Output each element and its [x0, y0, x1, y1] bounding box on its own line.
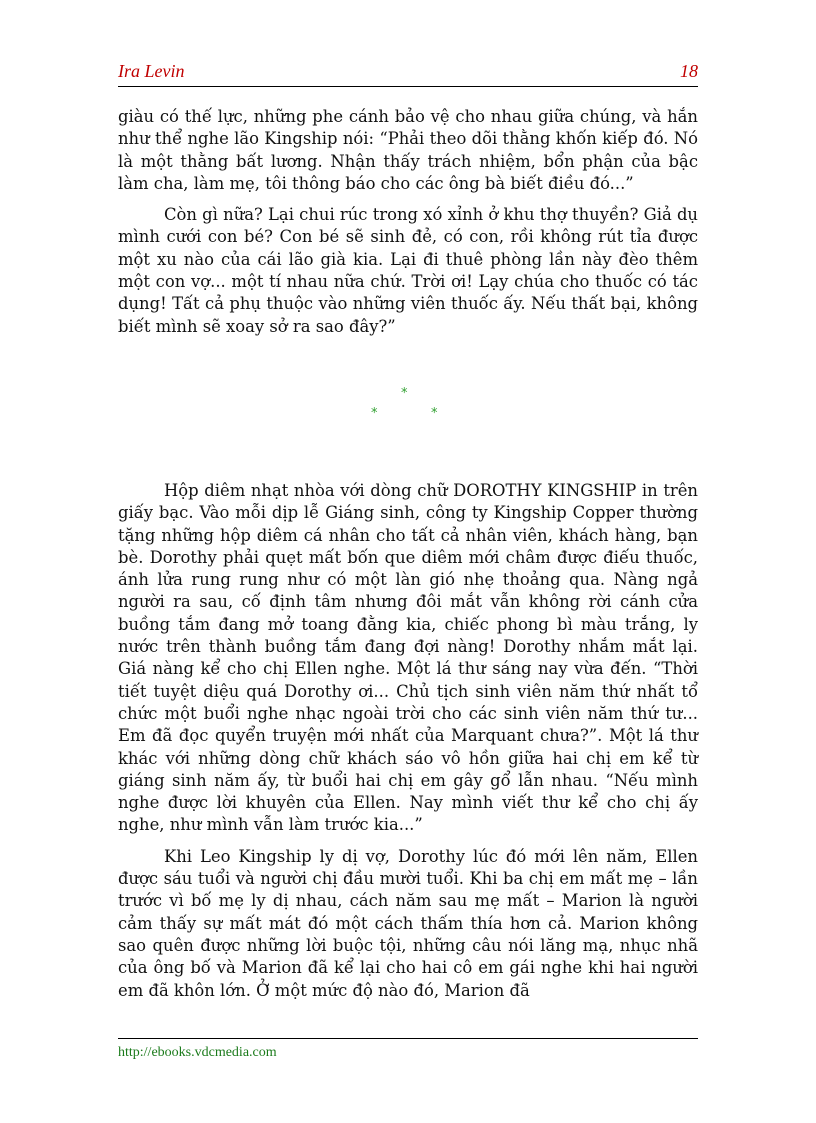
paragraph: giàu có thế lực, những phe cánh bảo vệ cho nhau giữa chúng, và hắn như thể nghe lão Kingship nói: “Phải theo dõi thằng khốn kiếp đó. Nó là một thằng bất lương. Nhận thấy trách nhiệm, bổn phận của bậc làm cha, làm mẹ, tôi thông báo cho các ông bà biết điều đó...” [118, 107, 698, 193]
header-divider [118, 86, 698, 87]
footer-url[interactable]: http://ebooks.vdcmedia.com [118, 1045, 277, 1060]
paragraph: Khi Leo Kingship ly dị vợ, Dorothy lúc đó mới lên năm, Ellen được sáu tuổi và người chị đầu mười tuổi. Khi ba chị em mất mẹ – lần trước vì bố mẹ ly dị nhau, cách năm sau mẹ mất – Marion là người cảm thấy sự mất mát đó một cách thấm thía hơn cả. Marion không sao quên được những lời buộc tội, những câu nói lăng mạ, nhục nhã của ông bố và Marion đã kể lại cho hai cô em gái nghe khi hai người em đã khôn lớn. Ở một mức độ nào đó, Marion đã [118, 846, 698, 1000]
separator-star: * [431, 406, 438, 421]
paragraph: Hộp diêm nhạt nhòa với dòng chữ DOROTHY KINGSHIP in trên giấy bạc. Vào mỗi dịp lễ Giáng sinh, công ty Kingship Copper thường tặng những hộp diêm cá nhân cho tất cả nhân viên, khách hàng, bạn bè. Dorothy phải quẹt mất bốn que diêm mới châm được điếu thuốc, ánh lửa rung rung như có một làn gió nhẹ thoảng qua. Nàng ngả người ra sau, cố định tâm nhưng đôi mắt vẫn không rời cánh cửa buồng tắm đang mở toang đằng kia, chiếc phong bì màu trắng, ly nước trên thành buồng tắm đang đợi nàng! Dorothy nhắm mắt lại. Giá nàng kể cho chị Ellen nghe. Một lá thư sáng nay vừa đến. “Thời tiết tuyệt diệu quá Dorothy ơi... Chủ tịch sinh viên năm thứ nhất tổ chức một buổi nghe nhạc ngoài trời cho các sinh viên năm thứ tư... Em đã đọc quyển truyện mới nhất của Marquant chưa?”. Một lá thư khác với những dòng chữ khách sáo vô hồn giữa hai chị em kể từ giáng sinh năm ấy, từ buổi hai chị em gây gổ lẫn nhau. “Nếu mình nghe được lời khuyên của Ellen. Nay mình viết thư kể cho chị ấy nghe, như mình vẫn làm trước kia...” [118, 481, 698, 835]
author-name: Ira Levin [118, 61, 185, 81]
text-section-1 [118, 106, 698, 338]
paragraph: Còn gì nữa? Lại chui rúc trong xó xỉnh ở khu thợ thuyền? Giả dụ mình cưới con bé? Con bé sẽ sinh đẻ, có con, rồi không rút tỉa được một xu nào của cái lão già kia. Lại đi thuê phòng lần này đèo thêm một con vợ... một tí nhau nữa chứ. Trời ơi! Lạy chúa cho thuốc có tác dụng! Tất cả phụ thuộc vào những viên thuốc ấy. Nếu thất bại, không biết mình sẽ xoay sở ra sao đây?” [118, 205, 698, 336]
footer-divider [118, 1038, 698, 1039]
section-separator [118, 386, 698, 426]
separator-star: * [401, 386, 408, 401]
text-section-2 [118, 480, 698, 1002]
page-number: 18 [680, 61, 698, 81]
page-header [118, 61, 698, 83]
separator-star: * [371, 406, 378, 421]
